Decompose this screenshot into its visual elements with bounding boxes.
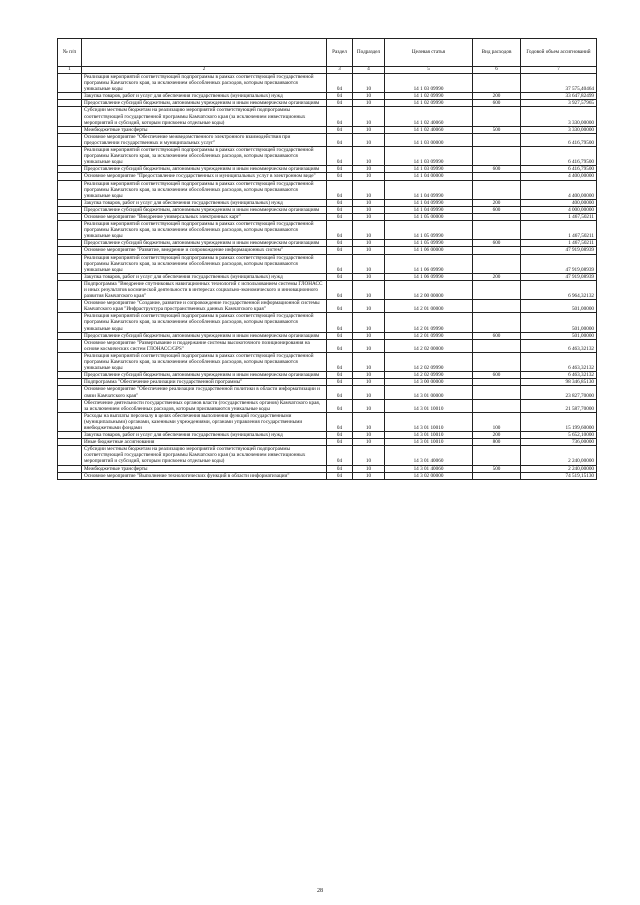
row-subsection-cell: 10 bbox=[353, 254, 385, 273]
row-name-cell: Реализация мероприятий соответствующей подпрограммы в рамках соответствующей государственной программы Камчатского края, за исключением обособленных расходов, которым присваиваются уникальные коды bbox=[82, 254, 327, 273]
row-number-cell bbox=[58, 180, 82, 199]
row-subsection-cell: 10 bbox=[353, 465, 385, 472]
row-subsection-cell: 10 bbox=[353, 372, 385, 379]
column-number: 4 bbox=[353, 67, 385, 74]
row-name-cell: Подпрограмма "Обеспечение реализации государственной программы" bbox=[82, 379, 327, 386]
row-target-cell: 14 3 01 10010 bbox=[385, 432, 473, 439]
row-subsection-cell: 10 bbox=[353, 332, 385, 339]
row-target-cell: 14 1 06 00000 bbox=[385, 247, 473, 254]
row-name-cell: Обеспечение деятельности государственных органов власти (государственных органов) Камчатского края, за исключением обособленных расходов, которым присваиваются уникальные коды bbox=[82, 399, 327, 412]
row-amount-cell: 4 000,00000 bbox=[521, 206, 597, 213]
row-expense-type-cell bbox=[473, 313, 521, 332]
row-amount-cell: 47 919,08939 bbox=[521, 273, 597, 280]
row-amount-cell: 47 919,08939 bbox=[521, 254, 597, 273]
table-row bbox=[58, 133, 597, 146]
row-expense-type-cell: 200 bbox=[473, 432, 521, 439]
row-target-cell: 14 2 00 00000 bbox=[385, 280, 473, 299]
row-number-cell bbox=[58, 399, 82, 412]
row-target-cell: 14 1 03 09990 bbox=[385, 166, 473, 173]
row-subsection-cell: 10 bbox=[353, 213, 385, 220]
row-amount-cell: 2 240,00000 bbox=[521, 446, 597, 465]
row-expense-type-cell bbox=[473, 352, 521, 371]
row-expense-type-cell bbox=[473, 399, 521, 412]
row-expense-type-cell bbox=[473, 280, 521, 299]
row-amount-cell: 400,00000 bbox=[521, 199, 597, 206]
row-amount-cell: 1 467,50211 bbox=[521, 240, 597, 247]
row-subsection-cell: 10 bbox=[353, 472, 385, 479]
row-amount-cell: 23 827,70000 bbox=[521, 386, 597, 399]
row-subsection-cell: 10 bbox=[353, 147, 385, 166]
row-number-cell bbox=[58, 273, 82, 280]
row-target-cell: 14 1 03 09990 bbox=[385, 147, 473, 166]
table-row bbox=[58, 372, 597, 379]
row-target-cell: 14 2 01 00000 bbox=[385, 300, 473, 313]
row-target-cell: 14 2 02 00000 bbox=[385, 339, 473, 352]
row-subsection-cell: 10 bbox=[353, 107, 385, 126]
row-section-cell: 04 bbox=[327, 332, 353, 339]
table-row bbox=[58, 100, 597, 107]
row-number-cell bbox=[58, 386, 82, 399]
row-subsection-cell: 10 bbox=[353, 339, 385, 352]
row-target-cell: 14 1 04 00000 bbox=[385, 173, 473, 180]
row-name-cell: Предоставление субсидий бюджетным, автономным учреждениям и иным некоммерческим организациям bbox=[82, 240, 327, 247]
table-row bbox=[58, 399, 597, 412]
row-amount-cell: 6 463,32132 bbox=[521, 372, 597, 379]
row-expense-type-cell bbox=[473, 379, 521, 386]
row-section-cell: 04 bbox=[327, 126, 353, 133]
row-name-cell: Субсидии местным бюджетам на реализацию мероприятий соответствующей подпрограммы соответствующей государственной программы Камчатского края (за исключением инвестиционных мероприятий и субсидий, которым присвоены отдельные коды) bbox=[82, 107, 327, 126]
table-row bbox=[58, 273, 597, 280]
row-number-cell bbox=[58, 240, 82, 247]
row-number-cell bbox=[58, 313, 82, 332]
row-target-cell: 14 1 03 00000 bbox=[385, 133, 473, 146]
row-expense-type-cell bbox=[473, 221, 521, 240]
row-section-cell: 04 bbox=[327, 313, 353, 332]
row-number-cell bbox=[58, 472, 82, 479]
row-expense-type-cell: 200 bbox=[473, 199, 521, 206]
column-number: 6 bbox=[473, 67, 521, 74]
header-expense-type: Вид расходов bbox=[473, 39, 521, 67]
row-number-cell bbox=[58, 352, 82, 371]
row-target-cell: 14 3 01 40060 bbox=[385, 446, 473, 465]
row-subsection-cell: 10 bbox=[353, 166, 385, 173]
row-expense-type-cell bbox=[473, 254, 521, 273]
row-name-cell: Межбюджетные трансферты bbox=[82, 465, 327, 472]
row-name-cell: Основное мероприятие "Внедрение универсальных электронных карт" bbox=[82, 213, 327, 220]
table-row bbox=[58, 313, 597, 332]
table-row bbox=[58, 446, 597, 465]
table-row bbox=[58, 240, 597, 247]
row-section-cell: 04 bbox=[327, 352, 353, 371]
row-number-cell bbox=[58, 213, 82, 220]
row-expense-type-cell: 600 bbox=[473, 206, 521, 213]
row-amount-cell: 74 519,15130 bbox=[521, 472, 597, 479]
row-expense-type-cell bbox=[473, 472, 521, 479]
row-subsection-cell: 10 bbox=[353, 412, 385, 431]
column-number: 3 bbox=[327, 67, 353, 74]
header-row bbox=[58, 39, 597, 67]
row-number-cell bbox=[58, 254, 82, 273]
row-target-cell: 14 1 04 09990 bbox=[385, 199, 473, 206]
row-name-cell: Предоставление субсидий бюджетным, автономным учреждениям и иным некоммерческим организациям bbox=[82, 100, 327, 107]
table-row bbox=[58, 206, 597, 213]
header-name bbox=[82, 39, 327, 67]
row-name-cell: Иные бюджетные ассигнования bbox=[82, 439, 327, 446]
row-number-cell bbox=[58, 93, 82, 100]
row-amount-cell: 21 587,70000 bbox=[521, 399, 597, 412]
row-target-cell: 14 3 00 00000 bbox=[385, 379, 473, 386]
table-row bbox=[58, 247, 597, 254]
row-expense-type-cell bbox=[473, 247, 521, 254]
row-target-cell: 14 3 01 10010 bbox=[385, 399, 473, 412]
table-row bbox=[58, 300, 597, 313]
table-row bbox=[58, 339, 597, 352]
row-number-cell bbox=[58, 74, 82, 93]
row-subsection-cell: 10 bbox=[353, 74, 385, 93]
row-number-cell bbox=[58, 107, 82, 126]
row-number-cell bbox=[58, 247, 82, 254]
row-amount-cell: 6 463,32132 bbox=[521, 339, 597, 352]
row-amount-cell: 37 575,40464 bbox=[521, 74, 597, 93]
row-number-cell bbox=[58, 126, 82, 133]
row-number-cell bbox=[58, 300, 82, 313]
row-number-cell bbox=[58, 206, 82, 213]
row-section-cell: 04 bbox=[327, 93, 353, 100]
row-number-cell bbox=[58, 339, 82, 352]
row-number-cell bbox=[58, 465, 82, 472]
column-number: 1 bbox=[58, 67, 82, 74]
row-expense-type-cell: 600 bbox=[473, 166, 521, 173]
row-subsection-cell: 10 bbox=[353, 273, 385, 280]
header-amount: Годовой объем ассигнований bbox=[521, 39, 597, 67]
row-subsection-cell: 10 bbox=[353, 100, 385, 107]
row-target-cell: 14 2 02 09990 bbox=[385, 352, 473, 371]
row-expense-type-cell bbox=[473, 147, 521, 166]
table-row bbox=[58, 221, 597, 240]
row-section-cell: 04 bbox=[327, 147, 353, 166]
row-target-cell: 14 1 05 09990 bbox=[385, 240, 473, 247]
row-number-cell bbox=[58, 173, 82, 180]
row-subsection-cell: 10 bbox=[353, 399, 385, 412]
row-name-cell: Основное мероприятие "Развертывание и поддержание системы высокоточного позиционирования на основе космических систем ГЛОНАСС/GPS" bbox=[82, 339, 327, 352]
row-number-cell bbox=[58, 379, 82, 386]
row-target-cell: 14 1 02 09990 bbox=[385, 100, 473, 107]
row-expense-type-cell bbox=[473, 213, 521, 220]
row-name-cell: Субсидии местным бюджетам на реализацию мероприятий соответствующей подпрограммы соответствующей государственной программы Камчатского края (за исключением инвестиционных мероприятий и субсидий, которым присвоены отдельные коды) bbox=[82, 446, 327, 465]
row-section-cell: 04 bbox=[327, 273, 353, 280]
row-amount-cell: 501,00000 bbox=[521, 300, 597, 313]
row-name-cell: Основное мероприятие "Обеспечение реализации государственной политики в области информатизации и связи Камчатского края" bbox=[82, 386, 327, 399]
row-subsection-cell: 10 bbox=[353, 300, 385, 313]
table-row bbox=[58, 465, 597, 472]
row-amount-cell: 6 964,32132 bbox=[521, 280, 597, 299]
table-row bbox=[58, 439, 597, 446]
row-number-cell bbox=[58, 446, 82, 465]
row-target-cell: 14 3 01 10010 bbox=[385, 439, 473, 446]
row-amount-cell: 33 647,82499 bbox=[521, 93, 597, 100]
row-section-cell: 04 bbox=[327, 107, 353, 126]
row-name-cell: Основное мероприятие "Развитие, внедрение и сопровождение информационных систем" bbox=[82, 247, 327, 254]
row-expense-type-cell: 200 bbox=[473, 273, 521, 280]
table-row bbox=[58, 147, 597, 166]
column-number: 2 bbox=[82, 67, 327, 74]
row-subsection-cell: 10 bbox=[353, 247, 385, 254]
budget-table bbox=[57, 38, 597, 480]
table-row bbox=[58, 432, 597, 439]
header-target: Целевая статья bbox=[385, 39, 473, 67]
row-name-cell: Закупка товаров, работ и услуг для обеспечения государственных (муниципальных) нужд bbox=[82, 93, 327, 100]
row-section-cell: 04 bbox=[327, 166, 353, 173]
row-name-cell: Предоставление субсидий бюджетным, автономным учреждениям и иным некоммерческим организациям bbox=[82, 372, 327, 379]
row-target-cell: 14 1 02 40060 bbox=[385, 126, 473, 133]
row-target-cell: 14 2 02 09990 bbox=[385, 372, 473, 379]
row-expense-type-cell: 600 bbox=[473, 372, 521, 379]
row-amount-cell: 5 652,10000 bbox=[521, 432, 597, 439]
row-target-cell: 14 2 01 09990 bbox=[385, 313, 473, 332]
row-name-cell: Основное мероприятие "Обеспечение межведомственного электронного взаимодействия при предоставлении государственных и муниципальных услуг" bbox=[82, 133, 327, 146]
row-section-cell: 04 bbox=[327, 180, 353, 199]
row-section-cell: 04 bbox=[327, 432, 353, 439]
row-number-cell bbox=[58, 166, 82, 173]
row-expense-type-cell: 600 bbox=[473, 240, 521, 247]
row-subsection-cell: 10 bbox=[353, 206, 385, 213]
row-name-cell: Реализация мероприятий соответствующей подпрограммы в рамках соответствующей государственной программы Камчатского края, за исключением обособленных расходов, которым присваиваются уникальные коды bbox=[82, 74, 327, 93]
header-subsection: Подраздел bbox=[353, 39, 385, 67]
row-expense-type-cell: 500 bbox=[473, 126, 521, 133]
row-section-cell: 04 bbox=[327, 74, 353, 93]
row-expense-type-cell: 600 bbox=[473, 332, 521, 339]
table-row bbox=[58, 107, 597, 126]
row-target-cell: 14 1 06 09990 bbox=[385, 254, 473, 273]
row-number-cell bbox=[58, 199, 82, 206]
row-name-cell: Расходы на выплаты персоналу в целях обеспечения выполнения функций государственными (муниципальными) органами, казенными учреждениями, органами управления государственными внебюджетными фондами bbox=[82, 412, 327, 431]
row-target-cell: 14 1 03 09990 bbox=[385, 74, 473, 93]
row-subsection-cell: 10 bbox=[353, 313, 385, 332]
row-name-cell: Закупка товаров, работ и услуг для обеспечения государственных (муниципальных) нужд bbox=[82, 199, 327, 206]
row-number-cell bbox=[58, 221, 82, 240]
row-name-cell: Подпрограмма "Внедрение спутниковых навигационных технологий с использованием системы ГЛОНАСС и иных результатов космической деятельности в интересах социально-экономического и инновационного развития Камчатского края" bbox=[82, 280, 327, 299]
row-subsection-cell: 10 bbox=[353, 221, 385, 240]
row-subsection-cell: 10 bbox=[353, 432, 385, 439]
row-name-cell: Реализация мероприятий соответствующей подпрограммы в рамках соответствующей государственной программы Камчатского края, за исключением обособленных расходов, которым присваиваются уникальные коды bbox=[82, 313, 327, 332]
row-section-cell: 04 bbox=[327, 173, 353, 180]
row-amount-cell: 736,00000 bbox=[521, 439, 597, 446]
row-section-cell: 04 bbox=[327, 339, 353, 352]
row-target-cell: 14 1 02 40060 bbox=[385, 107, 473, 126]
row-amount-cell: 1 467,50211 bbox=[521, 213, 597, 220]
table-row bbox=[58, 180, 597, 199]
row-amount-cell: 2 240,00000 bbox=[521, 465, 597, 472]
row-expense-type-cell bbox=[473, 133, 521, 146]
row-section-cell: 04 bbox=[327, 206, 353, 213]
row-name-cell: Закупка товаров, работ и услуг для обеспечения государственных (муниципальных) нужд bbox=[82, 273, 327, 280]
row-subsection-cell: 10 bbox=[353, 352, 385, 371]
row-amount-cell: 98 346,85130 bbox=[521, 379, 597, 386]
row-section-cell: 04 bbox=[327, 446, 353, 465]
row-number-cell bbox=[58, 100, 82, 107]
row-target-cell: 14 1 04 09990 bbox=[385, 206, 473, 213]
budget-table-sheet bbox=[57, 38, 596, 480]
column-number-row bbox=[58, 67, 597, 74]
table-row bbox=[58, 386, 597, 399]
row-amount-cell: 501,00000 bbox=[521, 332, 597, 339]
table-row bbox=[58, 332, 597, 339]
row-expense-type-cell: 100 bbox=[473, 412, 521, 431]
row-section-cell: 04 bbox=[327, 372, 353, 379]
column-number: 5 bbox=[385, 67, 473, 74]
row-amount-cell: 15 199,60000 bbox=[521, 412, 597, 431]
row-subsection-cell: 10 bbox=[353, 439, 385, 446]
row-subsection-cell: 10 bbox=[353, 93, 385, 100]
row-amount-cell: 3 927,57965 bbox=[521, 100, 597, 107]
row-name-cell: Реализация мероприятий соответствующей подпрограммы в рамках соответствующей государственной программы Камчатского края, за исключением обособленных расходов, которым присваиваются уникальные коды bbox=[82, 180, 327, 199]
row-subsection-cell: 10 bbox=[353, 446, 385, 465]
row-section-cell: 04 bbox=[327, 100, 353, 107]
row-subsection-cell: 10 bbox=[353, 180, 385, 199]
row-target-cell: 14 2 01 09990 bbox=[385, 332, 473, 339]
row-expense-type-cell bbox=[473, 446, 521, 465]
row-amount-cell: 6 416,79500 bbox=[521, 133, 597, 146]
row-name-cell: Основное мероприятие "Создание, развитие и сопровождение государственной информационной системы Камчатского края "Инфраструктура пространственных данных Камчатского края" bbox=[82, 300, 327, 313]
row-name-cell: Основное мероприятие "Выполнение технологических функций в области информатизации" bbox=[82, 472, 327, 479]
table-row bbox=[58, 472, 597, 479]
row-section-cell: 04 bbox=[327, 386, 353, 399]
row-amount-cell: 3 330,00000 bbox=[521, 107, 597, 126]
row-section-cell: 04 bbox=[327, 133, 353, 146]
row-expense-type-cell bbox=[473, 107, 521, 126]
row-subsection-cell: 10 bbox=[353, 280, 385, 299]
row-expense-type-cell bbox=[473, 386, 521, 399]
table-row bbox=[58, 166, 597, 173]
row-amount-cell: 1 467,50211 bbox=[521, 221, 597, 240]
header-section: Раздел bbox=[327, 39, 353, 67]
row-expense-type-cell: 600 bbox=[473, 100, 521, 107]
row-expense-type-cell: 800 bbox=[473, 439, 521, 446]
row-name-cell: Реализация мероприятий соответствующей подпрограммы в рамках соответствующей государственной программы Камчатского края, за исключением обособленных расходов, которым присваиваются уникальные коды bbox=[82, 221, 327, 240]
row-section-cell: 04 bbox=[327, 465, 353, 472]
row-expense-type-cell: 500 bbox=[473, 465, 521, 472]
row-subsection-cell: 10 bbox=[353, 133, 385, 146]
row-section-cell: 04 bbox=[327, 472, 353, 479]
row-amount-cell: 4 400,00000 bbox=[521, 173, 597, 180]
row-number-cell bbox=[58, 439, 82, 446]
row-amount-cell: 6 416,79500 bbox=[521, 166, 597, 173]
row-section-cell: 04 bbox=[327, 280, 353, 299]
row-subsection-cell: 10 bbox=[353, 240, 385, 247]
row-section-cell: 04 bbox=[327, 240, 353, 247]
table-row bbox=[58, 93, 597, 100]
table-row bbox=[58, 254, 597, 273]
row-amount-cell: 6 463,32132 bbox=[521, 352, 597, 371]
column-number: 7 bbox=[521, 67, 597, 74]
row-amount-cell: 47 919,08939 bbox=[521, 247, 597, 254]
row-target-cell: 14 1 02 09990 bbox=[385, 93, 473, 100]
table-row bbox=[58, 126, 597, 133]
row-section-cell: 04 bbox=[327, 254, 353, 273]
row-name-cell: Реализация мероприятий соответствующей подпрограммы в рамках соответствующей государственной программы Камчатского края, за исключением обособленных расходов, которым присваиваются уникальные коды bbox=[82, 352, 327, 371]
page-number: 28 bbox=[317, 888, 323, 894]
table-row bbox=[58, 74, 597, 93]
row-section-cell: 04 bbox=[327, 199, 353, 206]
row-name-cell: Основное мероприятие "Предоставление государственных и муниципальных услуг в электронном виде" bbox=[82, 173, 327, 180]
row-section-cell: 04 bbox=[327, 399, 353, 412]
table-row bbox=[58, 379, 597, 386]
row-subsection-cell: 10 bbox=[353, 199, 385, 206]
row-section-cell: 04 bbox=[327, 213, 353, 220]
row-name-cell: Предоставление субсидий бюджетным, автономным учреждениям и иным некоммерческим организациям bbox=[82, 332, 327, 339]
row-name-cell: Межбюджетные трансферты bbox=[82, 126, 327, 133]
row-number-cell bbox=[58, 372, 82, 379]
row-amount-cell: 501,00000 bbox=[521, 313, 597, 332]
row-target-cell: 14 3 01 00000 bbox=[385, 386, 473, 399]
row-target-cell: 14 3 02 00000 bbox=[385, 472, 473, 479]
row-expense-type-cell bbox=[473, 74, 521, 93]
row-name-cell: Предоставление субсидий бюджетным, автономным учреждениям и иным некоммерческим организациям bbox=[82, 166, 327, 173]
row-expense-type-cell bbox=[473, 339, 521, 352]
row-subsection-cell: 10 bbox=[353, 126, 385, 133]
table-row bbox=[58, 213, 597, 220]
row-section-cell: 04 bbox=[327, 221, 353, 240]
row-section-cell: 04 bbox=[327, 379, 353, 386]
row-expense-type-cell bbox=[473, 180, 521, 199]
row-amount-cell: 4 400,00000 bbox=[521, 180, 597, 199]
row-number-cell bbox=[58, 432, 82, 439]
row-number-cell bbox=[58, 147, 82, 166]
row-name-cell: Реализация мероприятий соответствующей подпрограммы в рамках соответствующей государственной программы Камчатского края, за исключением обособленных расходов, которым присваиваются уникальные коды bbox=[82, 147, 327, 166]
row-target-cell: 14 1 05 00000 bbox=[385, 213, 473, 220]
row-number-cell bbox=[58, 280, 82, 299]
table-body bbox=[58, 74, 597, 480]
row-section-cell: 04 bbox=[327, 247, 353, 254]
row-amount-cell: 3 330,00000 bbox=[521, 126, 597, 133]
table-row bbox=[58, 412, 597, 431]
row-section-cell: 04 bbox=[327, 412, 353, 431]
row-number-cell bbox=[58, 133, 82, 146]
row-target-cell: 14 1 04 09990 bbox=[385, 180, 473, 199]
row-target-cell: 14 3 01 10010 bbox=[385, 412, 473, 431]
row-name-cell: Предоставление субсидий бюджетным, автономным учреждениям и иным некоммерческим организациям bbox=[82, 206, 327, 213]
header-no: № п/п bbox=[58, 39, 82, 67]
row-expense-type-cell: 200 bbox=[473, 93, 521, 100]
row-target-cell: 14 1 06 09990 bbox=[385, 273, 473, 280]
row-number-cell bbox=[58, 412, 82, 431]
row-expense-type-cell bbox=[473, 300, 521, 313]
table-row bbox=[58, 352, 597, 371]
row-subsection-cell: 10 bbox=[353, 173, 385, 180]
row-target-cell: 14 3 01 40060 bbox=[385, 465, 473, 472]
row-subsection-cell: 10 bbox=[353, 386, 385, 399]
row-number-cell bbox=[58, 332, 82, 339]
row-section-cell: 04 bbox=[327, 439, 353, 446]
table-row bbox=[58, 280, 597, 299]
row-name-cell: Закупка товаров, работ и услуг для обеспечения государственных (муниципальных) нужд bbox=[82, 432, 327, 439]
row-section-cell: 04 bbox=[327, 300, 353, 313]
table-row bbox=[58, 173, 597, 180]
row-expense-type-cell bbox=[473, 173, 521, 180]
row-amount-cell: 6 416,79500 bbox=[521, 147, 597, 166]
table-row bbox=[58, 199, 597, 206]
row-subsection-cell: 10 bbox=[353, 379, 385, 386]
row-target-cell: 14 1 05 09990 bbox=[385, 221, 473, 240]
